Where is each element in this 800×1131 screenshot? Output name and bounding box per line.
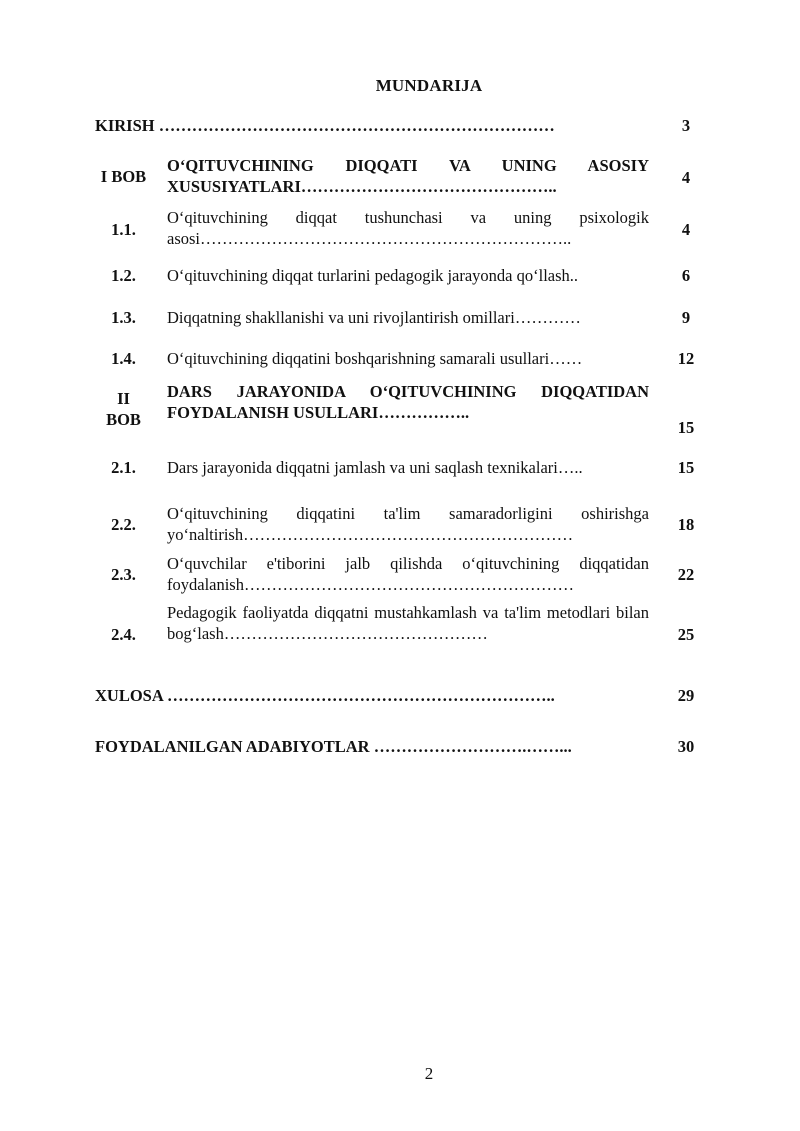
toc-entry-number: 1.4. (111, 349, 136, 368)
toc-entry-number: 1.1. (111, 220, 136, 239)
toc-entry-text: O‘quvchilar e'tiborini jalb qilishda o‘qituvchining diqqatidan foydalanish…………………………………………………… (167, 554, 649, 594)
toc-entry-number: 1.2. (111, 266, 136, 285)
toc-entry-chapter-2[interactable] (95, 381, 695, 441)
toc-entry-page: 25 (677, 625, 695, 644)
toc-entry-page: 4 (681, 168, 691, 187)
toc-entry-section-1-3[interactable] (95, 307, 695, 328)
toc-entry-page: 15 (677, 418, 695, 437)
toc-entry-number: 2.3. (111, 565, 136, 584)
toc-entry-page: 6 (681, 266, 691, 285)
toc-entry-page: 18 (677, 515, 695, 534)
toc-entry-page: 30 (677, 737, 695, 756)
toc-entry-section-1-2[interactable] (95, 265, 695, 286)
toc-title: MUNDARIJA (375, 76, 483, 95)
toc-entry-chapter-1[interactable] (95, 155, 695, 197)
toc-entry-section-2-4[interactable] (95, 602, 695, 665)
toc-entry-page: 12 (677, 349, 695, 368)
toc-entry-xulosa[interactable] (95, 685, 695, 706)
toc-entry-page: 15 (677, 458, 695, 477)
toc-entry-section-2-2[interactable] (95, 503, 695, 545)
toc-entry-text: O‘qituvchining diqqat tushunchasi va uning psixologik asosi………………………………………………………….. (167, 208, 649, 248)
toc-entry-text: Pedagogik faoliyatda diqqatni mustahkamlash va ta'lim metodlari bilan bog‘lash………………………………………… (167, 603, 649, 643)
toc-entry-text: KIRISH ……………………………………………………………… (95, 116, 555, 135)
toc-entry-text: O‘qituvchining diqqat turlarini pedagogik jarayonda qo‘llash.. (167, 266, 579, 285)
page-number: 2 (424, 1064, 434, 1083)
toc-entry-section-2-1[interactable] (95, 457, 695, 478)
toc-entry-number: I BOB (100, 167, 147, 186)
toc-entry-number: 2.4. (111, 625, 136, 644)
toc-entry-page: 9 (681, 308, 691, 327)
toc-entry-section-1-1[interactable] (95, 207, 695, 249)
toc-entry-page: 4 (681, 220, 691, 239)
toc-entry-number: 2.2. (111, 515, 136, 534)
toc-entry-text: Diqqatning shakllanishi va uni rivojlantirish omillari………… (167, 308, 581, 327)
toc-entry-number: 2.1. (111, 458, 136, 477)
toc-entry-section-2-3[interactable] (95, 553, 695, 595)
toc-entry-text: XULOSA …………………………………………………………….. (95, 686, 555, 705)
toc-entry-references[interactable] (95, 736, 695, 757)
toc-entry-section-1-4[interactable] (95, 348, 695, 369)
toc-entry-page: 29 (677, 686, 695, 705)
toc-entry-number: II BOB (106, 389, 141, 429)
toc-entry-text: O‘QITUVCHINING DIQQATI VA UNING ASOSIY XUSUSIYATLARI……………………………………….. (167, 156, 649, 196)
toc-entry-page: 22 (677, 565, 695, 584)
toc-entry-text: O‘qituvchining diqqatini ta'lim samaradorligini oshirishga yo‘naltirish…………………………………………………… (167, 504, 649, 544)
toc-entry-text: FOYDALANILGAN ADABIYOTLAR ……………………….……... (95, 737, 572, 756)
toc-entry-text: O‘qituvchining diqqatini boshqarishning samarali usullari…… (167, 349, 583, 368)
toc-entry-number: 1.3. (111, 308, 136, 327)
toc-entry-text: DARS JARAYONIDA O‘QITUVCHINING DIQQATIDAN FOYDALANISH USULLARI…………….. (167, 382, 649, 422)
toc-entry-text: Dars jarayonida diqqatni jamlash va uni saqlash texnikalari….. (167, 458, 583, 477)
toc-entry-kirish[interactable] (95, 115, 695, 136)
toc-entry-page: 3 (681, 116, 691, 135)
